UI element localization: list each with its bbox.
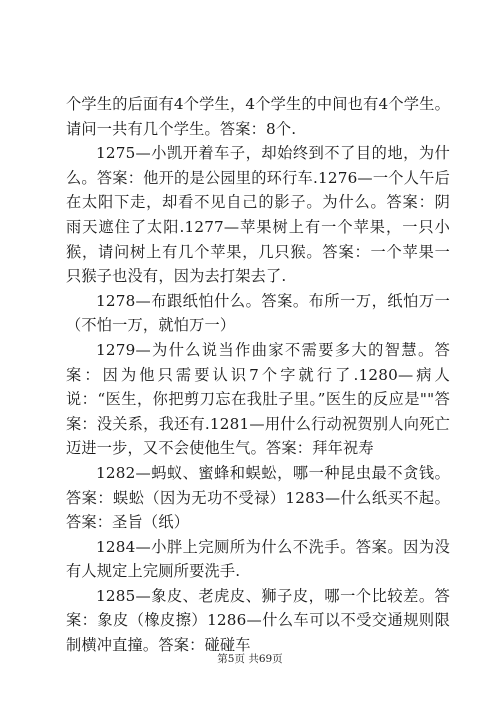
paragraph: 1285—象皮、老虎皮、狮子皮，哪一个比较差。答案：象皮（橡皮擦）1286—什么车可以不受交通规则限制横冲直撞。答案：碰碰车 [66,586,450,655]
page-footer [0,651,500,666]
paragraph: 1275—小凯开着车子，却始终到不了目的地，为什么。答案：他开的是公园里的环行车.1276—一个人午后在太阳下走，却看不见自己的影子。为什么。答案：阴雨天遮住了太阳.1277—苹果树上有一个苹果，一只小猴，请问树上有几个苹果，几只猴。答案：一个苹果一只猴子也没有，因为去打架去了. [66,144,450,286]
document-body [66,92,450,658]
paragraph: 1284—小胖上完厕所为什么不洗手。答案。因为没有人规定上完厕所要洗手. [66,537,450,581]
paragraph: 1282—蚂蚁、蜜蜂和蜈蚣，哪一种昆虫最不贪钱。答案：蜈蚣（因为无功不受禄）1283—什么纸买不起。答案：圣旨（纸） [66,463,450,532]
page-number: 第5页 共69页 [217,653,283,665]
paragraph: 个学生的后面有4个学生，4个学生的中间也有4个学生。请问一共有几个学生。答案：8个. [66,95,450,138]
paragraph: 1278—布跟纸怕什么。答案。布所一万，纸怕万一（不怕一万，就怕万一） [66,291,450,335]
paragraph: 1279—为什么说当作曲家不需要多大的智慧。答案：因为他只需要认识7个字就行了.1280—病人说：“医生，你把剪刀忘在我肚子里。”医生的反应是""答案：没关系，我还有.1281—用什么行动祝贺别人向死亡迈进一步，又不会使他生气。答案：拜年祝寿 [66,340,450,458]
